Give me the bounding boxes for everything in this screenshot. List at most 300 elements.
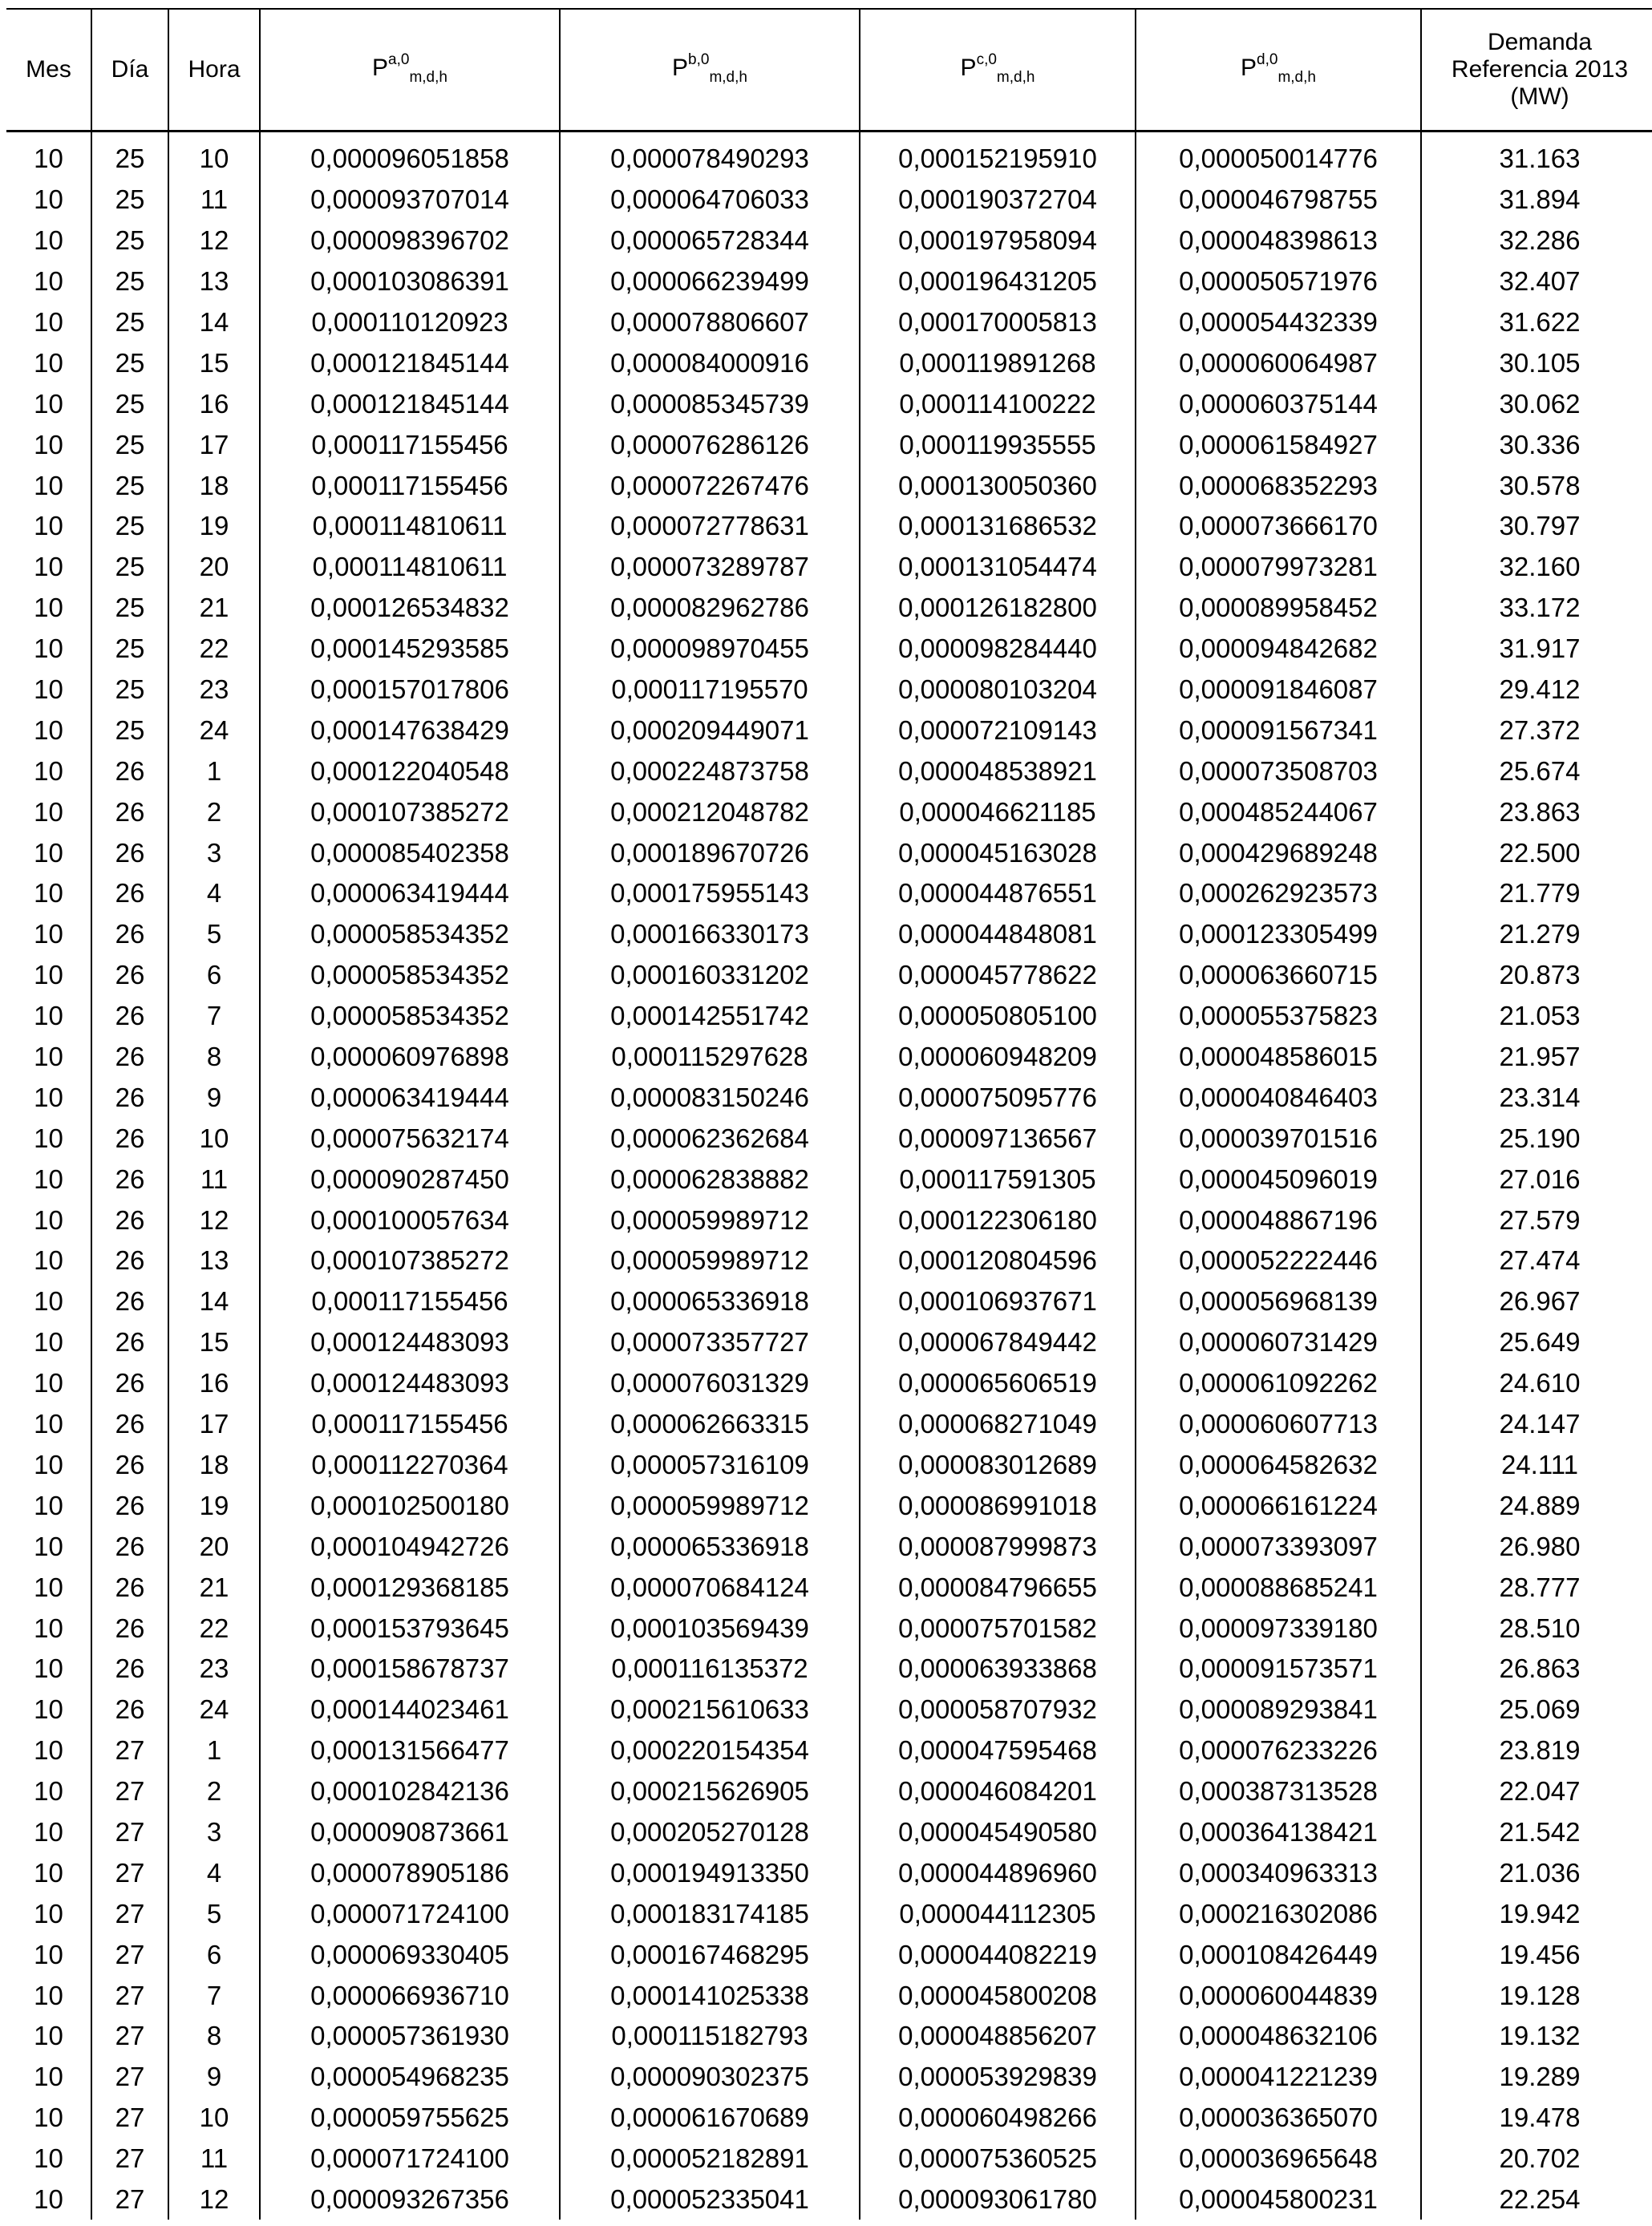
cell-pc: 0,000098284440 — [860, 629, 1136, 670]
cell-pc: 0,000197958094 — [860, 221, 1136, 261]
cell-pa: 0,000093267356 — [260, 2179, 560, 2220]
cell-hora: 5 — [168, 914, 260, 955]
cell-dia: 27 — [91, 1730, 168, 1771]
header-pb-sup: b,0 — [688, 51, 710, 68]
cell-pa: 0,000093707014 — [260, 180, 560, 221]
cell-hora: 16 — [168, 1363, 260, 1404]
table-row — [6, 873, 1652, 914]
cell-pd: 0,000046798755 — [1136, 180, 1421, 221]
cell-hora: 13 — [168, 1240, 260, 1281]
cell-hora: 9 — [168, 2057, 260, 2098]
cell-dia: 26 — [91, 955, 168, 996]
cell-mes: 10 — [34, 1449, 63, 1479]
cell-pb: 0,000160331202 — [560, 955, 860, 996]
hourly-profile-table — [6, 8, 1652, 2220]
cell-mes: 10 — [34, 2062, 63, 2092]
cell-demanda: 24.610 — [1421, 1363, 1652, 1404]
cell-dia: 25 — [91, 465, 168, 506]
cell-demanda: 27.016 — [1421, 1159, 1652, 1200]
cell-pa: 0,000102842136 — [260, 1771, 560, 1812]
cell-demanda: 30.062 — [1421, 383, 1652, 424]
cell-dia: 26 — [91, 832, 168, 873]
cell-hora: 8 — [168, 2016, 260, 2057]
cell-pd: 0,000123305499 — [1136, 914, 1421, 955]
cell-pb: 0,000076031329 — [560, 1363, 860, 1404]
cell-pd: 0,000060375144 — [1136, 383, 1421, 424]
cell-pc: 0,000068271049 — [860, 1404, 1136, 1445]
cell-mes: 10 — [34, 1164, 63, 1194]
header-pb-sub: m,d,h — [709, 69, 747, 86]
cell-pc: 0,000045163028 — [860, 832, 1136, 873]
cell-pa: 0,000122040548 — [260, 751, 560, 791]
cell-demanda: 26.967 — [1421, 1281, 1652, 1322]
cell-pa: 0,000147638429 — [260, 710, 560, 751]
cell-pc: 0,000048856207 — [860, 2016, 1136, 2057]
cell-demanda: 24.147 — [1421, 1404, 1652, 1445]
cell-pa: 0,000144023461 — [260, 1690, 560, 1730]
cell-pd: 0,000060731429 — [1136, 1322, 1421, 1363]
cell-pa: 0,000117155456 — [260, 465, 560, 506]
cell-dia: 26 — [91, 751, 168, 791]
table-row — [6, 1445, 1652, 1486]
cell-mes: 10 — [34, 1123, 63, 1153]
cell-pb: 0,000059989712 — [560, 1485, 860, 1526]
cell-pc: 0,000086991018 — [860, 1485, 1136, 1526]
cell-mes: 10 — [34, 1409, 63, 1439]
cell-pb: 0,000073357727 — [560, 1322, 860, 1363]
table-row — [6, 1404, 1652, 1445]
cell-pc: 0,000075095776 — [860, 1077, 1136, 1118]
table-row — [6, 1363, 1652, 1404]
table-row — [6, 1200, 1652, 1240]
cell-pd: 0,000073393097 — [1136, 1526, 1421, 1567]
cell-hora: 9 — [168, 1077, 260, 1118]
cell-pb: 0,000072778631 — [560, 506, 860, 547]
cell-hora: 2 — [168, 1771, 260, 1812]
header-dia: Día — [91, 9, 168, 132]
cell-hora: 18 — [168, 1445, 260, 1486]
cell-hora: 7 — [168, 996, 260, 1037]
cell-hora: 20 — [168, 547, 260, 588]
cell-pd: 0,000485244067 — [1136, 791, 1421, 832]
header-pc-sub: m,d,h — [996, 69, 1035, 86]
cell-pc: 0,000119891268 — [860, 342, 1136, 383]
cell-pa: 0,000059755625 — [260, 2098, 560, 2139]
cell-demanda: 21.036 — [1421, 1852, 1652, 1893]
cell-pb: 0,000212048782 — [560, 791, 860, 832]
cell-pc: 0,000122306180 — [860, 1200, 1136, 1240]
cell-pc: 0,000047595468 — [860, 1730, 1136, 1771]
cell-pd: 0,000061584927 — [1136, 424, 1421, 465]
cell-dia: 25 — [91, 588, 168, 629]
table-row — [6, 1608, 1652, 1649]
table-row — [6, 751, 1652, 791]
table-row — [6, 221, 1652, 261]
cell-demanda: 26.980 — [1421, 1526, 1652, 1567]
cell-hora: 1 — [168, 751, 260, 791]
table-body — [6, 132, 1652, 2220]
cell-mes: 10 — [34, 960, 63, 990]
cell-mes: 10 — [34, 2021, 63, 2051]
cell-pd: 0,000060064987 — [1136, 342, 1421, 383]
cell-demanda: 19.478 — [1421, 2098, 1652, 2139]
cell-dia: 25 — [91, 261, 168, 302]
cell-demanda: 25.674 — [1421, 751, 1652, 791]
cell-pd: 0,000089958452 — [1136, 588, 1421, 629]
cell-dia: 25 — [91, 424, 168, 465]
table-row — [6, 1485, 1652, 1526]
cell-pc: 0,000046084201 — [860, 1771, 1136, 1812]
cell-demanda: 23.314 — [1421, 1077, 1652, 1118]
cell-pd: 0,000094842682 — [1136, 629, 1421, 670]
cell-pb: 0,000224873758 — [560, 751, 860, 791]
cell-mes: 10 — [34, 225, 63, 256]
cell-pd: 0,000055375823 — [1136, 996, 1421, 1037]
cell-pa: 0,000157017806 — [260, 670, 560, 710]
cell-hora: 11 — [168, 1159, 260, 1200]
cell-dia: 26 — [91, 1363, 168, 1404]
cell-mes: 10 — [34, 1653, 63, 1684]
cell-hora: 24 — [168, 710, 260, 751]
header-pb — [560, 9, 860, 132]
cell-pa: 0,000107385272 — [260, 1240, 560, 1281]
table-row — [6, 1118, 1652, 1159]
cell-pc: 0,000044876551 — [860, 873, 1136, 914]
cell-hora: 12 — [168, 221, 260, 261]
cell-mes: 10 — [34, 633, 63, 664]
cell-pa: 0,000112270364 — [260, 1445, 560, 1486]
header-pc — [860, 9, 1136, 132]
cell-pc: 0,000060948209 — [860, 1037, 1136, 1078]
cell-pd: 0,000036965648 — [1136, 2139, 1421, 2179]
cell-demanda: 22.047 — [1421, 1771, 1652, 1812]
cell-dia: 26 — [91, 1159, 168, 1200]
cell-demanda: 30.797 — [1421, 506, 1652, 547]
cell-mes: 10 — [34, 1204, 63, 1235]
cell-dia: 26 — [91, 1649, 168, 1690]
table-row — [6, 342, 1652, 383]
table-row — [6, 1975, 1652, 2016]
cell-pb: 0,000141025338 — [560, 1975, 860, 2016]
cell-pa: 0,000124483093 — [260, 1322, 560, 1363]
cell-mes: 10 — [34, 714, 63, 745]
cell-dia: 26 — [91, 914, 168, 955]
cell-hora: 17 — [168, 1404, 260, 1445]
cell-pb: 0,000082962786 — [560, 588, 860, 629]
table-row — [6, 465, 1652, 506]
cell-mes: 10 — [34, 674, 63, 705]
cell-pc: 0,000044848081 — [860, 914, 1136, 955]
cell-hora: 14 — [168, 1281, 260, 1322]
cell-demanda: 21.053 — [1421, 996, 1652, 1037]
cell-pc: 0,000044896960 — [860, 1852, 1136, 1893]
data-table-sheet — [6, 8, 1646, 2220]
cell-dia: 25 — [91, 302, 168, 343]
cell-hora: 14 — [168, 302, 260, 343]
cell-pc: 0,000045490580 — [860, 1812, 1136, 1853]
cell-pa: 0,000058534352 — [260, 914, 560, 955]
cell-pb: 0,000103569439 — [560, 1608, 860, 1649]
cell-demanda: 23.819 — [1421, 1730, 1652, 1771]
cell-pb: 0,000115182793 — [560, 2016, 860, 2057]
cell-pb: 0,000166330173 — [560, 914, 860, 955]
cell-pa: 0,000066936710 — [260, 1975, 560, 2016]
cell-demanda: 20.873 — [1421, 955, 1652, 996]
cell-hora: 22 — [168, 629, 260, 670]
cell-hora: 6 — [168, 1934, 260, 1975]
cell-pb: 0,000115297628 — [560, 1037, 860, 1078]
cell-dia: 26 — [91, 1240, 168, 1281]
cell-hora: 11 — [168, 180, 260, 221]
cell-mes: 10 — [34, 919, 63, 949]
cell-mes: 10 — [34, 1816, 63, 1847]
cell-pb: 0,000062362684 — [560, 1118, 860, 1159]
cell-dia: 27 — [91, 1975, 168, 2016]
cell-demanda: 22.500 — [1421, 832, 1652, 873]
table-row — [6, 547, 1652, 588]
table-row — [6, 1240, 1652, 1281]
cell-pb: 0,000073289787 — [560, 547, 860, 588]
cell-pd: 0,000036365070 — [1136, 2098, 1421, 2139]
cell-demanda: 19.456 — [1421, 1934, 1652, 1975]
cell-pb: 0,000215610633 — [560, 1690, 860, 1730]
cell-pd: 0,000048586015 — [1136, 1037, 1421, 1078]
cell-demanda: 27.579 — [1421, 1200, 1652, 1240]
cell-pd: 0,000048632106 — [1136, 2016, 1421, 2057]
cell-dia: 26 — [91, 791, 168, 832]
cell-demanda: 31.622 — [1421, 302, 1652, 343]
cell-pd: 0,000040846403 — [1136, 1077, 1421, 1118]
cell-mes: 10 — [34, 144, 63, 174]
cell-mes: 10 — [34, 470, 63, 500]
cell-pd: 0,000048867196 — [1136, 1200, 1421, 1240]
header-pc-sup: c,0 — [976, 51, 997, 68]
cell-pb: 0,000215626905 — [560, 1771, 860, 1812]
cell-mes: 10 — [34, 2184, 63, 2214]
cell-mes: 10 — [34, 184, 63, 215]
cell-hora: 8 — [168, 1037, 260, 1078]
cell-mes: 10 — [34, 1613, 63, 1643]
cell-pa: 0,000090287450 — [260, 1159, 560, 1200]
cell-pa: 0,000090873661 — [260, 1812, 560, 1853]
cell-hora: 15 — [168, 342, 260, 383]
cell-mes: 10 — [34, 1857, 63, 1888]
table-row — [6, 1077, 1652, 1118]
cell-pa: 0,000126534832 — [260, 588, 560, 629]
cell-dia: 27 — [91, 1812, 168, 1853]
cell-pd: 0,000052222446 — [1136, 1240, 1421, 1281]
table-row — [6, 2098, 1652, 2139]
cell-pc: 0,000046621185 — [860, 791, 1136, 832]
cell-pb: 0,000090302375 — [560, 2057, 860, 2098]
cell-pc: 0,000080103204 — [860, 670, 1136, 710]
cell-pc: 0,000131054474 — [860, 547, 1136, 588]
cell-mes: 10 — [34, 1327, 63, 1358]
cell-dia: 25 — [91, 383, 168, 424]
cell-demanda: 25.069 — [1421, 1690, 1652, 1730]
cell-hora: 19 — [168, 1485, 260, 1526]
cell-mes: 10 — [34, 1286, 63, 1317]
table-row — [6, 1690, 1652, 1730]
cell-pd: 0,000050014776 — [1136, 132, 1421, 180]
cell-mes: 10 — [34, 307, 63, 337]
cell-hora: 6 — [168, 955, 260, 996]
cell-pb: 0,000194913350 — [560, 1852, 860, 1893]
table-row — [6, 629, 1652, 670]
cell-hora: 4 — [168, 1852, 260, 1893]
cell-pa: 0,000110120923 — [260, 302, 560, 343]
table-row — [6, 1159, 1652, 1200]
table-row — [6, 1526, 1652, 1567]
cell-hora: 19 — [168, 506, 260, 547]
cell-dia: 25 — [91, 629, 168, 670]
table-row — [6, 424, 1652, 465]
cell-mes: 10 — [34, 593, 63, 623]
cell-pd: 0,000364138421 — [1136, 1812, 1421, 1853]
cell-mes: 10 — [34, 429, 63, 459]
cell-pb: 0,000205270128 — [560, 1812, 860, 1853]
table-row — [6, 2016, 1652, 2057]
cell-pa: 0,000098396702 — [260, 221, 560, 261]
cell-pc: 0,000114100222 — [860, 383, 1136, 424]
cell-dia: 26 — [91, 1118, 168, 1159]
cell-demanda: 21.957 — [1421, 1037, 1652, 1078]
cell-dia: 25 — [91, 506, 168, 547]
cell-pb: 0,000052335041 — [560, 2179, 860, 2220]
cell-pa: 0,000058534352 — [260, 955, 560, 996]
cell-dia: 26 — [91, 1037, 168, 1078]
cell-pb: 0,000083150246 — [560, 1077, 860, 1118]
header-pa-sup: a,0 — [388, 51, 410, 68]
cell-mes: 10 — [34, 878, 63, 909]
table-row — [6, 832, 1652, 873]
cell-pd: 0,000091567341 — [1136, 710, 1421, 751]
cell-mes: 10 — [34, 266, 63, 297]
cell-hora: 16 — [168, 383, 260, 424]
cell-pd: 0,000262923573 — [1136, 873, 1421, 914]
cell-dia: 26 — [91, 873, 168, 914]
table-header — [6, 9, 1652, 132]
cell-pb: 0,000116135372 — [560, 1649, 860, 1690]
cell-pa: 0,000071724100 — [260, 1893, 560, 1934]
cell-pd: 0,000063660715 — [1136, 955, 1421, 996]
header-pa-sub: m,d,h — [409, 69, 447, 86]
cell-dia: 26 — [91, 996, 168, 1037]
cell-pc: 0,000050805100 — [860, 996, 1136, 1037]
cell-pd: 0,000041221239 — [1136, 2057, 1421, 2098]
cell-pc: 0,000131686532 — [860, 506, 1136, 547]
cell-pa: 0,000063419444 — [260, 1077, 560, 1118]
cell-pb: 0,000175955143 — [560, 873, 860, 914]
cell-pb: 0,000059989712 — [560, 1200, 860, 1240]
cell-pd: 0,000056968139 — [1136, 1281, 1421, 1322]
cell-mes: 10 — [34, 1490, 63, 1520]
header-pc-base: P — [960, 55, 977, 81]
cell-dia: 26 — [91, 1445, 168, 1486]
cell-dia: 25 — [91, 132, 168, 180]
cell-dia: 27 — [91, 2098, 168, 2139]
header-demanda-line3: (MW) — [1510, 83, 1569, 110]
cell-pa: 0,000096051858 — [260, 132, 560, 180]
cell-demanda: 33.172 — [1421, 588, 1652, 629]
cell-demanda: 31.163 — [1421, 132, 1652, 180]
cell-pa: 0,000103086391 — [260, 261, 560, 302]
cell-dia: 26 — [91, 1404, 168, 1445]
cell-demanda: 30.336 — [1421, 424, 1652, 465]
cell-hora: 23 — [168, 670, 260, 710]
cell-dia: 26 — [91, 1526, 168, 1567]
cell-dia: 27 — [91, 2016, 168, 2057]
table-row — [6, 302, 1652, 343]
table-row — [6, 2057, 1652, 2098]
cell-pd: 0,000089293841 — [1136, 1690, 1421, 1730]
cell-demanda: 22.254 — [1421, 2179, 1652, 2220]
header-pb-base: P — [672, 55, 689, 81]
cell-pa: 0,000114810611 — [260, 506, 560, 547]
cell-hora: 10 — [168, 1118, 260, 1159]
header-hora: Hora — [168, 9, 260, 132]
cell-dia: 25 — [91, 710, 168, 751]
cell-hora: 20 — [168, 1526, 260, 1567]
cell-hora: 1 — [168, 1730, 260, 1771]
cell-dia: 26 — [91, 1608, 168, 1649]
cell-pb: 0,000084000916 — [560, 342, 860, 383]
cell-pd: 0,000060044839 — [1136, 1975, 1421, 2016]
cell-pb: 0,000189670726 — [560, 832, 860, 873]
cell-mes: 10 — [34, 552, 63, 582]
cell-mes: 10 — [34, 1082, 63, 1112]
cell-pa: 0,000057361930 — [260, 2016, 560, 2057]
cell-pc: 0,000044082219 — [860, 1934, 1136, 1975]
cell-demanda: 31.917 — [1421, 629, 1652, 670]
cell-pa: 0,000145293585 — [260, 629, 560, 670]
cell-pd: 0,000108426449 — [1136, 1934, 1421, 1975]
cell-dia: 25 — [91, 180, 168, 221]
cell-mes: 10 — [34, 1572, 63, 1602]
cell-pd: 0,000429689248 — [1136, 832, 1421, 873]
cell-pb: 0,000061670689 — [560, 2098, 860, 2139]
cell-dia: 26 — [91, 1567, 168, 1608]
cell-hora: 13 — [168, 261, 260, 302]
cell-demanda: 31.894 — [1421, 180, 1652, 221]
cell-pc: 0,000075360525 — [860, 2139, 1136, 2179]
cell-pa: 0,000121845144 — [260, 383, 560, 424]
cell-hora: 21 — [168, 1567, 260, 1608]
cell-pd: 0,000039701516 — [1136, 1118, 1421, 1159]
cell-pb: 0,000076286126 — [560, 424, 860, 465]
cell-pd: 0,000048398613 — [1136, 221, 1421, 261]
table-row — [6, 132, 1652, 180]
cell-dia: 27 — [91, 1852, 168, 1893]
cell-pc: 0,000067849442 — [860, 1322, 1136, 1363]
cell-pb: 0,000065728344 — [560, 221, 860, 261]
table-row — [6, 1322, 1652, 1363]
table-row — [6, 1281, 1652, 1322]
cell-mes: 10 — [34, 1776, 63, 1807]
table-row — [6, 1893, 1652, 1934]
cell-hora: 4 — [168, 873, 260, 914]
cell-pc: 0,000117591305 — [860, 1159, 1136, 1200]
table-row — [6, 791, 1652, 832]
cell-pc: 0,000065606519 — [860, 1363, 1136, 1404]
cell-pc: 0,000063933868 — [860, 1649, 1136, 1690]
cell-demanda: 25.190 — [1421, 1118, 1652, 1159]
cell-pd: 0,000340963313 — [1136, 1852, 1421, 1893]
table-row — [6, 914, 1652, 955]
cell-pd: 0,000091846087 — [1136, 670, 1421, 710]
cell-dia: 26 — [91, 1322, 168, 1363]
cell-demanda: 19.289 — [1421, 2057, 1652, 2098]
